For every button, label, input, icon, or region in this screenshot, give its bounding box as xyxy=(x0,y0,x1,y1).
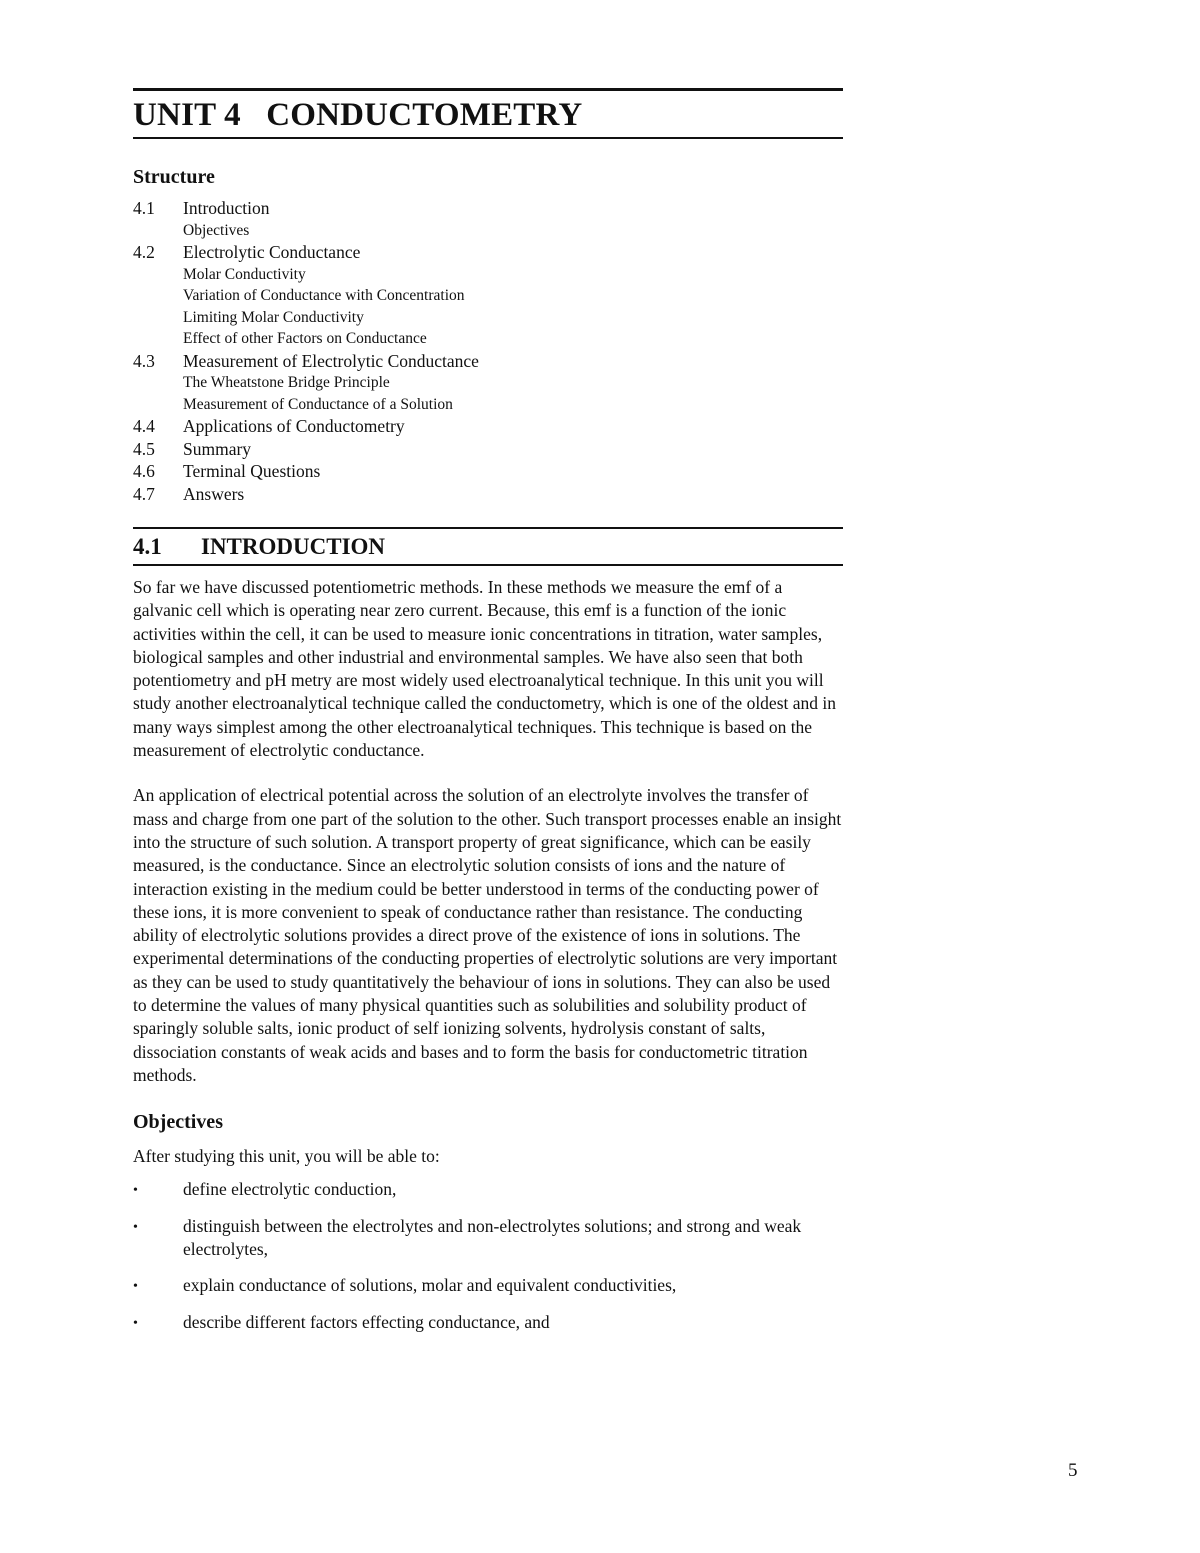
toc-subentry: Variation of Conductance with Concentration xyxy=(183,287,465,304)
toc-entry xyxy=(133,241,843,350)
list-item-text: describe different factors effecting conductance, and xyxy=(183,1312,550,1333)
page-content xyxy=(133,88,843,1348)
section-title: INTRODUCTION xyxy=(201,534,386,559)
toc-entry xyxy=(133,460,843,483)
list-item-text: define electrolytic conduction, xyxy=(183,1179,397,1200)
toc-entry-number: 4.3 xyxy=(133,350,155,371)
toc-entry-number: 4.5 xyxy=(133,438,155,459)
bullet-icon: • xyxy=(133,1220,138,1236)
toc-entry-title: Summary xyxy=(183,438,252,459)
section-number: 4.1 xyxy=(133,534,162,559)
section-heading xyxy=(133,529,843,564)
toc-entry-title: Measurement of Electrolytic Conductance xyxy=(183,350,479,371)
toc-subentry: Molar Conductivity xyxy=(183,265,306,283)
toc-entry-title: Electrolytic Conductance xyxy=(183,242,361,262)
unit-title: UNIT 4 CONDUCTOMETRY xyxy=(133,97,583,133)
toc-entry-title: Answers xyxy=(183,483,245,504)
toc-entry-title: Introduction xyxy=(183,198,270,218)
objectives-intro: After studying this unit, you will be able to: xyxy=(133,1146,440,1167)
toc-entry-title: Applications of Conductometry xyxy=(183,416,405,436)
toc-entry xyxy=(133,483,843,506)
bullet-icon: • xyxy=(133,1279,138,1295)
list-item-text: explain conductance of solutions, molar and equivalent conductivities, xyxy=(183,1275,677,1296)
toc-entry-number: 4.4 xyxy=(133,416,155,436)
list-item-text: distinguish between the electrolytes and non-electrolytes solutions; and strong and weak electrolytes, xyxy=(183,1216,802,1260)
list-item xyxy=(133,1274,843,1298)
bullet-icon: • xyxy=(133,1183,138,1199)
objectives-list xyxy=(133,1178,843,1335)
toc-subentry: Effect of other Factors on Conductance xyxy=(183,330,427,347)
toc-entry-title: Terminal Questions xyxy=(183,461,321,481)
list-item xyxy=(133,1178,843,1202)
toc-entry xyxy=(133,415,843,438)
table-of-contents xyxy=(133,197,843,505)
page-number: 5 xyxy=(1068,1460,1078,1481)
toc-entry xyxy=(133,197,843,241)
toc-entry-number: 4.1 xyxy=(133,198,155,218)
toc-entry-number: 4.7 xyxy=(133,483,155,504)
toc-subentry: Objectives xyxy=(183,221,250,239)
list-item xyxy=(133,1311,843,1335)
bullet-icon: • xyxy=(133,1316,138,1332)
toc-entry xyxy=(133,350,843,416)
toc-entry-number: 4.2 xyxy=(133,242,155,262)
toc-subentry: The Wheatstone Bridge Principle xyxy=(183,374,390,391)
structure-heading: Structure xyxy=(133,166,215,188)
toc-entry xyxy=(133,438,843,461)
body-paragraph: So far we have discussed potentiometric methods. In these methods we measure the emf of a galvanic cell which is operating near zero current. Because, this emf is a function of the ionic activities within the cell, it can be used to measure ionic concentrations in titration, water samples, biological samples and other industrial and environmental samples. We have also seen that both potentiometry and pH metry are most widely used electroanalytical technique. In this unit you will study another electroanalytical technique called the conductometry, which is one of the oldest and in many ways simplest among the other electroanalytical techniques. This technique is based on the measurement of electrolytic conductance. xyxy=(133,577,836,761)
objectives-heading: Objectives xyxy=(133,1111,223,1134)
body-paragraph: An application of electrical potential across the solution of an electrolyte involves the transfer of mass and charge from one part of the solution to the other. Such transport processes enable an insight into the structure of such solution. A transport property of great significance, which can be easily measured, is the conductance. Since an electrolytic solution consists of ions and the nature of interaction existing in the medium could be better understood in terms of the conducting power of these ions, it is more convenient to speak of conductance rather than resistance. The conducting ability of electrolytic solutions provides a direct prove of the existence of ions in solutions. The experimental determinations of the conducting properties of electrolytic solutions are very important as they can be used to study quantitatively the behaviour of ions in solutions. They can also be used to determine the values of many physical quantities such as solubilities and solubility product of sparingly soluble salts, ionic product of self ionizing solvents, hydrolysis constant of salts, dissociation constants of weak acids and bases and to form the basis for conductometric titration methods. xyxy=(133,785,842,1085)
toc-entry-number: 4.6 xyxy=(133,461,155,481)
section-bottom-rule xyxy=(133,564,843,566)
toc-subentry: Limiting Molar Conductivity xyxy=(183,308,364,326)
title-bottom-rule xyxy=(133,137,843,139)
toc-subentry: Measurement of Conductance of a Solution xyxy=(183,395,453,413)
introduction-section xyxy=(133,527,843,1087)
list-item xyxy=(133,1215,843,1261)
